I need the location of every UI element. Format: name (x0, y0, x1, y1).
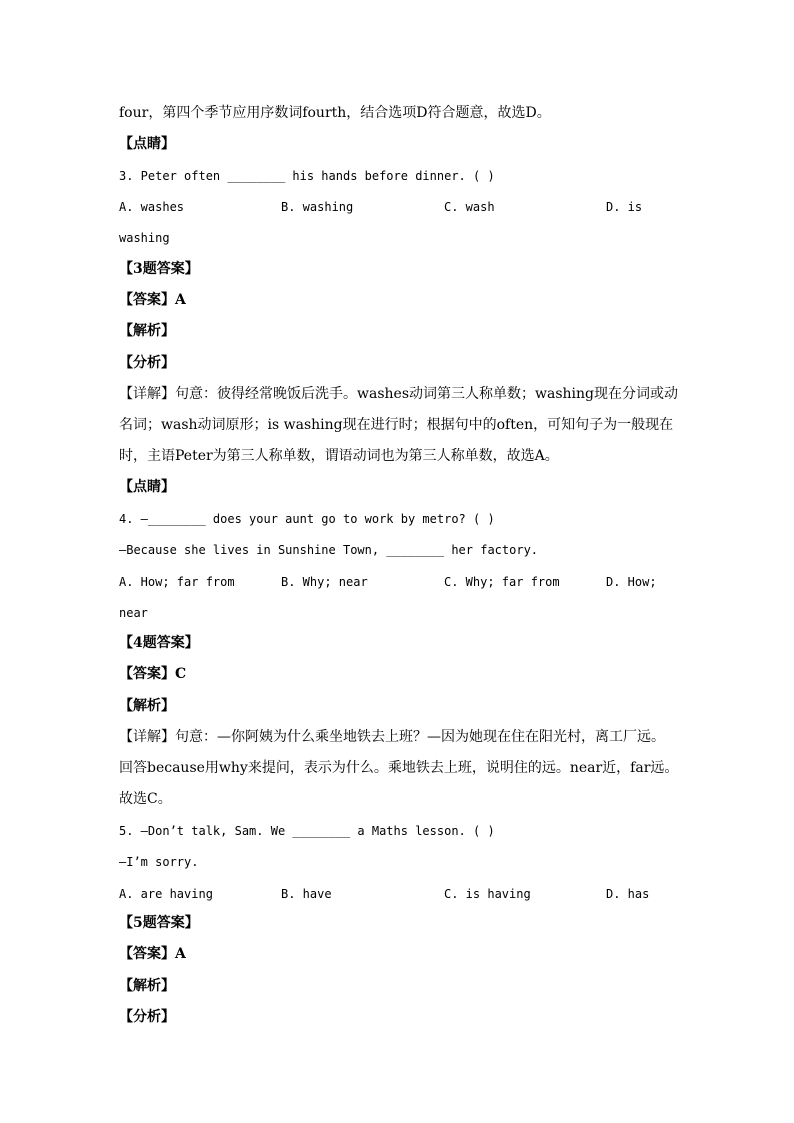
q4-option-a[interactable]: A. How; far from (119, 575, 235, 589)
q3-fenxi: 【分析】 (119, 355, 175, 371)
q3-option-d[interactable]: D. is (606, 200, 643, 214)
q4-option-c[interactable]: C. Why; far from (444, 575, 560, 589)
dianjing-label: 【点睛】 (119, 136, 175, 152)
q5-stem: 5. —Don’t talk, Sam. We ________ a Maths lesson. ( ) (119, 824, 495, 838)
q5-jiexi: 【解析】 (119, 978, 175, 994)
q4-detail-line-2: 回答because用why来提问，表示为什么。乘地铁去上班，说明住的远。near近，far远。 (119, 760, 679, 776)
q3-detail-line-2: 名词；wash动词原形；is washing现在进行时；根据句中的often，可知句子为一般现在 (119, 417, 674, 433)
q4-option-d[interactable]: D. How; (606, 575, 657, 589)
q3-answer-heading: 【3题答案】 (119, 261, 199, 277)
q3-stem: 3. Peter often ________ his hands before dinner. ( ) (119, 169, 495, 183)
q4-detail-line-3: 故选C。 (119, 791, 172, 807)
q4-stem-reply: —Because she lives in Sunshine Town, ________ her factory. (119, 543, 539, 557)
q5-option-b[interactable]: B. have (281, 887, 332, 901)
q5-option-d[interactable]: D. has (606, 887, 650, 901)
q4-answer-heading: 【4题答案】 (119, 635, 199, 651)
q5-fenxi: 【分析】 (119, 1009, 175, 1025)
q4-stem: 4. —________ does your aunt go to work by metro? ( ) (119, 512, 495, 526)
q3-dianjing: 【点睛】 (119, 479, 175, 495)
q3-option-a[interactable]: A. washes (119, 200, 185, 214)
q3-detail-line-1: 【详解】句意：彼得经常晚饭后洗手。washes动词第三人称单数；washing现在分词或动 (119, 386, 678, 402)
q5-options (0, 885, 794, 903)
q3-answer: 【答案】A (119, 292, 186, 308)
q3-detail-line-3: 时，主语Peter为第三人称单数，谓语动词也为第三人称单数，故选A。 (119, 448, 559, 464)
q3-option-c[interactable]: C. wash (444, 200, 495, 214)
q3-options (0, 198, 794, 216)
q3-option-b[interactable]: B. washing (281, 200, 354, 214)
q5-answer-heading: 【5题答案】 (119, 915, 199, 931)
q5-answer: 【答案】A (119, 946, 186, 962)
q4-options (0, 573, 794, 591)
q4-answer: 【答案】C (119, 666, 187, 682)
q3-option-d-wrap: washing (119, 231, 170, 245)
q4-jiexi: 【解析】 (119, 698, 175, 714)
q5-option-a[interactable]: A. are having (119, 887, 213, 901)
q5-option-c[interactable]: C. is having (444, 887, 531, 901)
q4-detail-line-1: 【详解】句意：—你阿姨为什么乘坐地铁去上班？—因为她现在住在阳光村，离工厂远。 (119, 729, 665, 745)
intro-line: four，第四个季节应用序数词fourth，结合选项D符合题意，故选D。 (119, 105, 551, 121)
q4-option-d-wrap: near (119, 606, 148, 620)
q3-jiexi: 【解析】 (119, 323, 175, 339)
q5-stem-reply: —I’m sorry. (119, 855, 199, 869)
q4-option-b[interactable]: B. Why; near (281, 575, 368, 589)
